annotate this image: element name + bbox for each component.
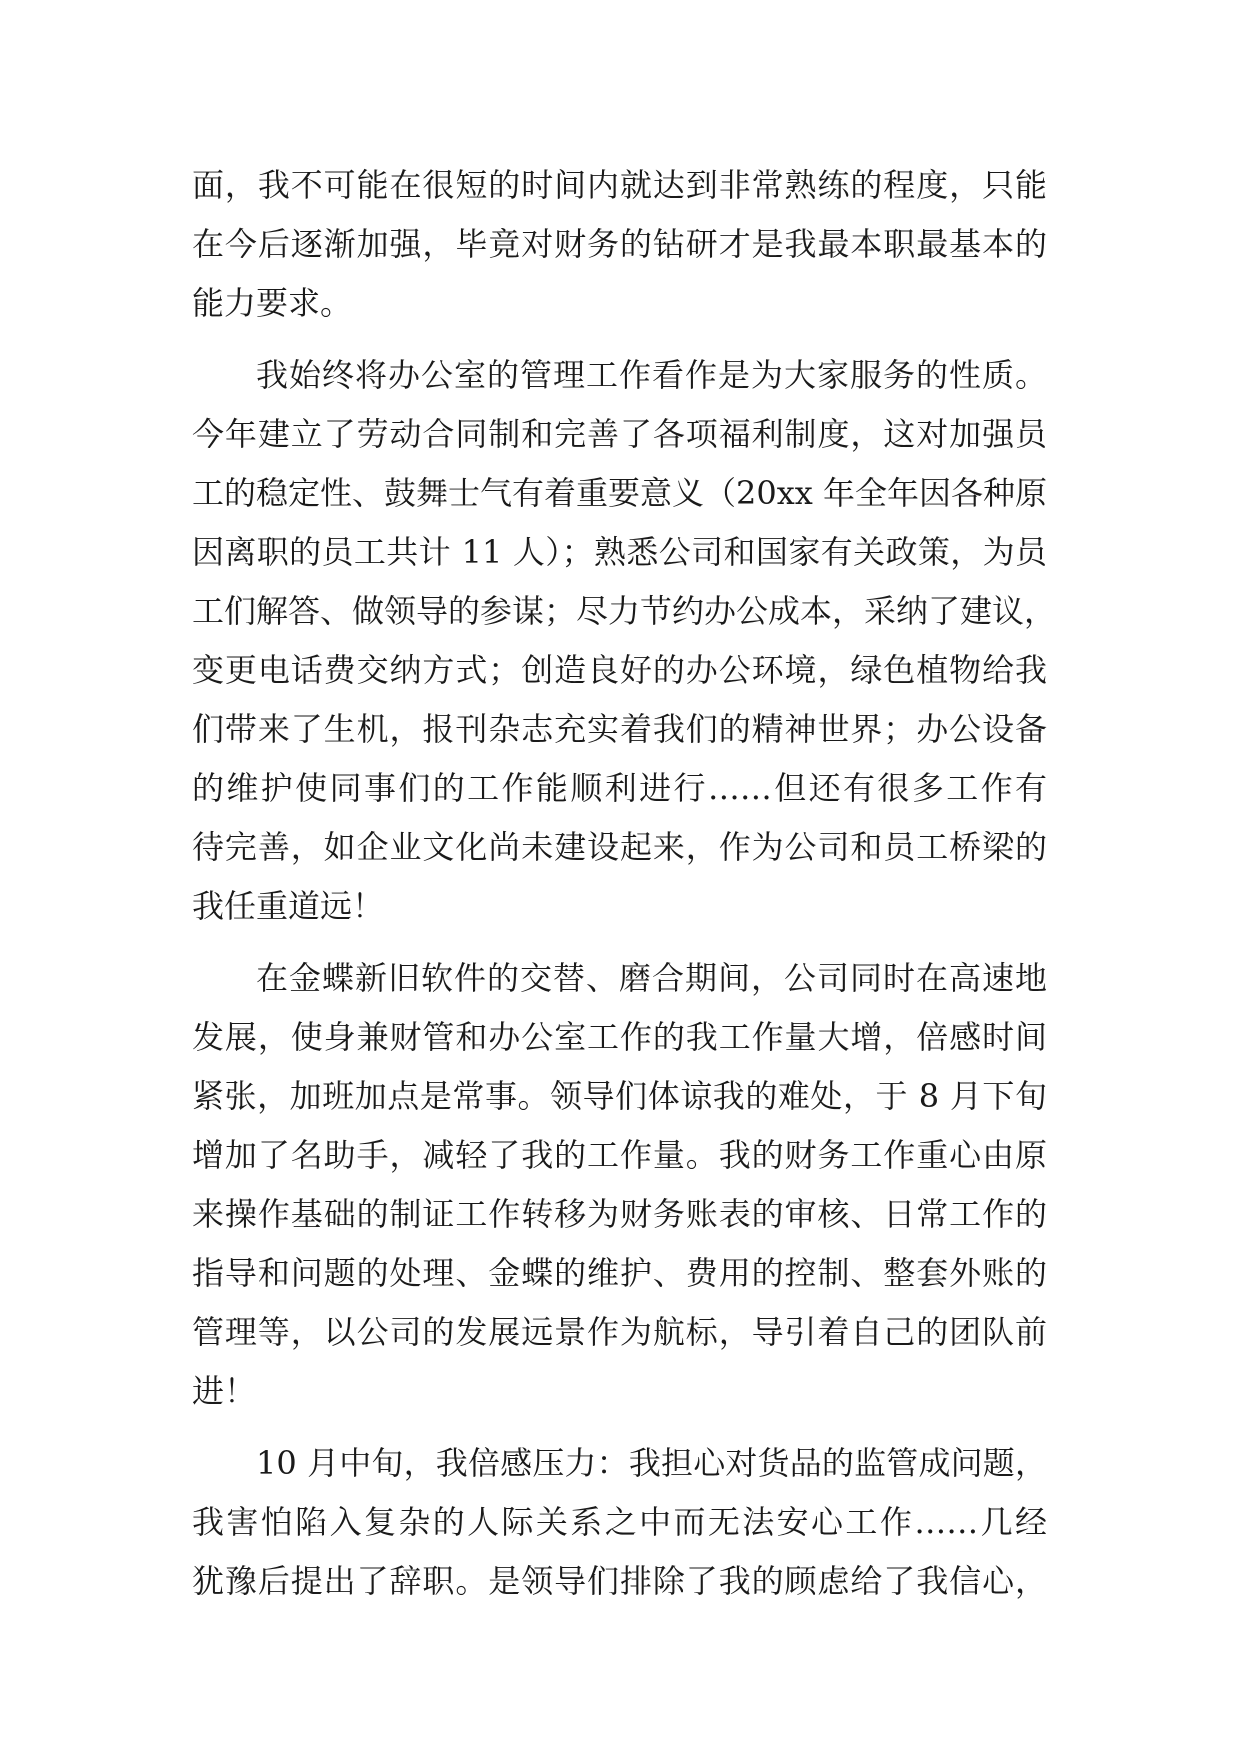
text-line: 今年建立了劳动合同制和完善了各项福利制度，这对加强员 [192, 415, 1047, 453]
text-line: 10 月中旬，我倍感压力：我担心对货品的监管成问题， [256, 1444, 1047, 1482]
text-line: 来操作基础的制证工作转移为财务账表的审核、日常工作的 [192, 1195, 1047, 1233]
document-body [192, 156, 1057, 1611]
text-line: 犹豫后提出了辞职。是领导们排除了我的顾虑给了我信心， [192, 1562, 1047, 1600]
text-line: 待完善，如企业文化尚未建设起来，作为公司和员工桥梁的 [192, 828, 1047, 866]
text-line: 的维护使同事们的工作能顺利进行……但还有很多工作有 [192, 769, 1047, 807]
text-line: 们带来了生机，报刊杂志充实着我们的精神世界；办公设备 [192, 710, 1047, 748]
text-line: 工的稳定性、鼓舞士气有着重要意义（20xx 年全年因各种原 [192, 474, 1047, 512]
text-line: 指导和问题的处理、金蝶的维护、费用的控制、整套外账的 [192, 1254, 1047, 1292]
text-line: 我害怕陷入复杂的人际关系之中而无法安心工作……几经 [192, 1503, 1047, 1541]
text-line: 进！ [192, 1372, 257, 1410]
text-line: 面，我不可能在很短的时间内就达到非常熟练的程度，只能 [192, 166, 1047, 204]
text-line: 工们解答、做领导的参谋；尽力节约办公成本，采纳了建议， [192, 592, 1057, 630]
text-line: 能力要求。 [192, 284, 353, 322]
text-line: 在金蝶新旧软件的交替、磨合期间，公司同时在高速地 [256, 959, 1047, 997]
text-line: 我始终将办公室的管理工作看作是为大家服务的性质。 [256, 356, 1047, 394]
text-line: 因离职的员工共计 11 人）；熟悉公司和国家有关政策，为员 [192, 533, 1047, 571]
paragraph-4 [192, 1434, 1047, 1611]
paragraph-1 [192, 156, 1047, 333]
text-line: 紧张，加班加点是常事。领导们体谅我的难处，于 8 月下旬 [192, 1077, 1047, 1115]
text-line: 在今后逐渐加强，毕竟对财务的钻研才是我最本职最基本的 [192, 225, 1047, 263]
text-line: 变更电话费交纳方式；创造良好的办公环境，绿色植物给我 [192, 651, 1047, 689]
paragraph-2 [192, 346, 1057, 936]
text-line: 管理等，以公司的发展远景作为航标，导引着自己的团队前 [192, 1313, 1047, 1351]
text-line: 增加了名助手，减轻了我的工作量。我的财务工作重心由原 [192, 1136, 1047, 1174]
text-line: 发展，使身兼财管和办公室工作的我工作量大增，倍感时间 [192, 1018, 1047, 1056]
paragraph-3 [192, 949, 1047, 1421]
text-line: 我任重道远！ [192, 887, 385, 925]
